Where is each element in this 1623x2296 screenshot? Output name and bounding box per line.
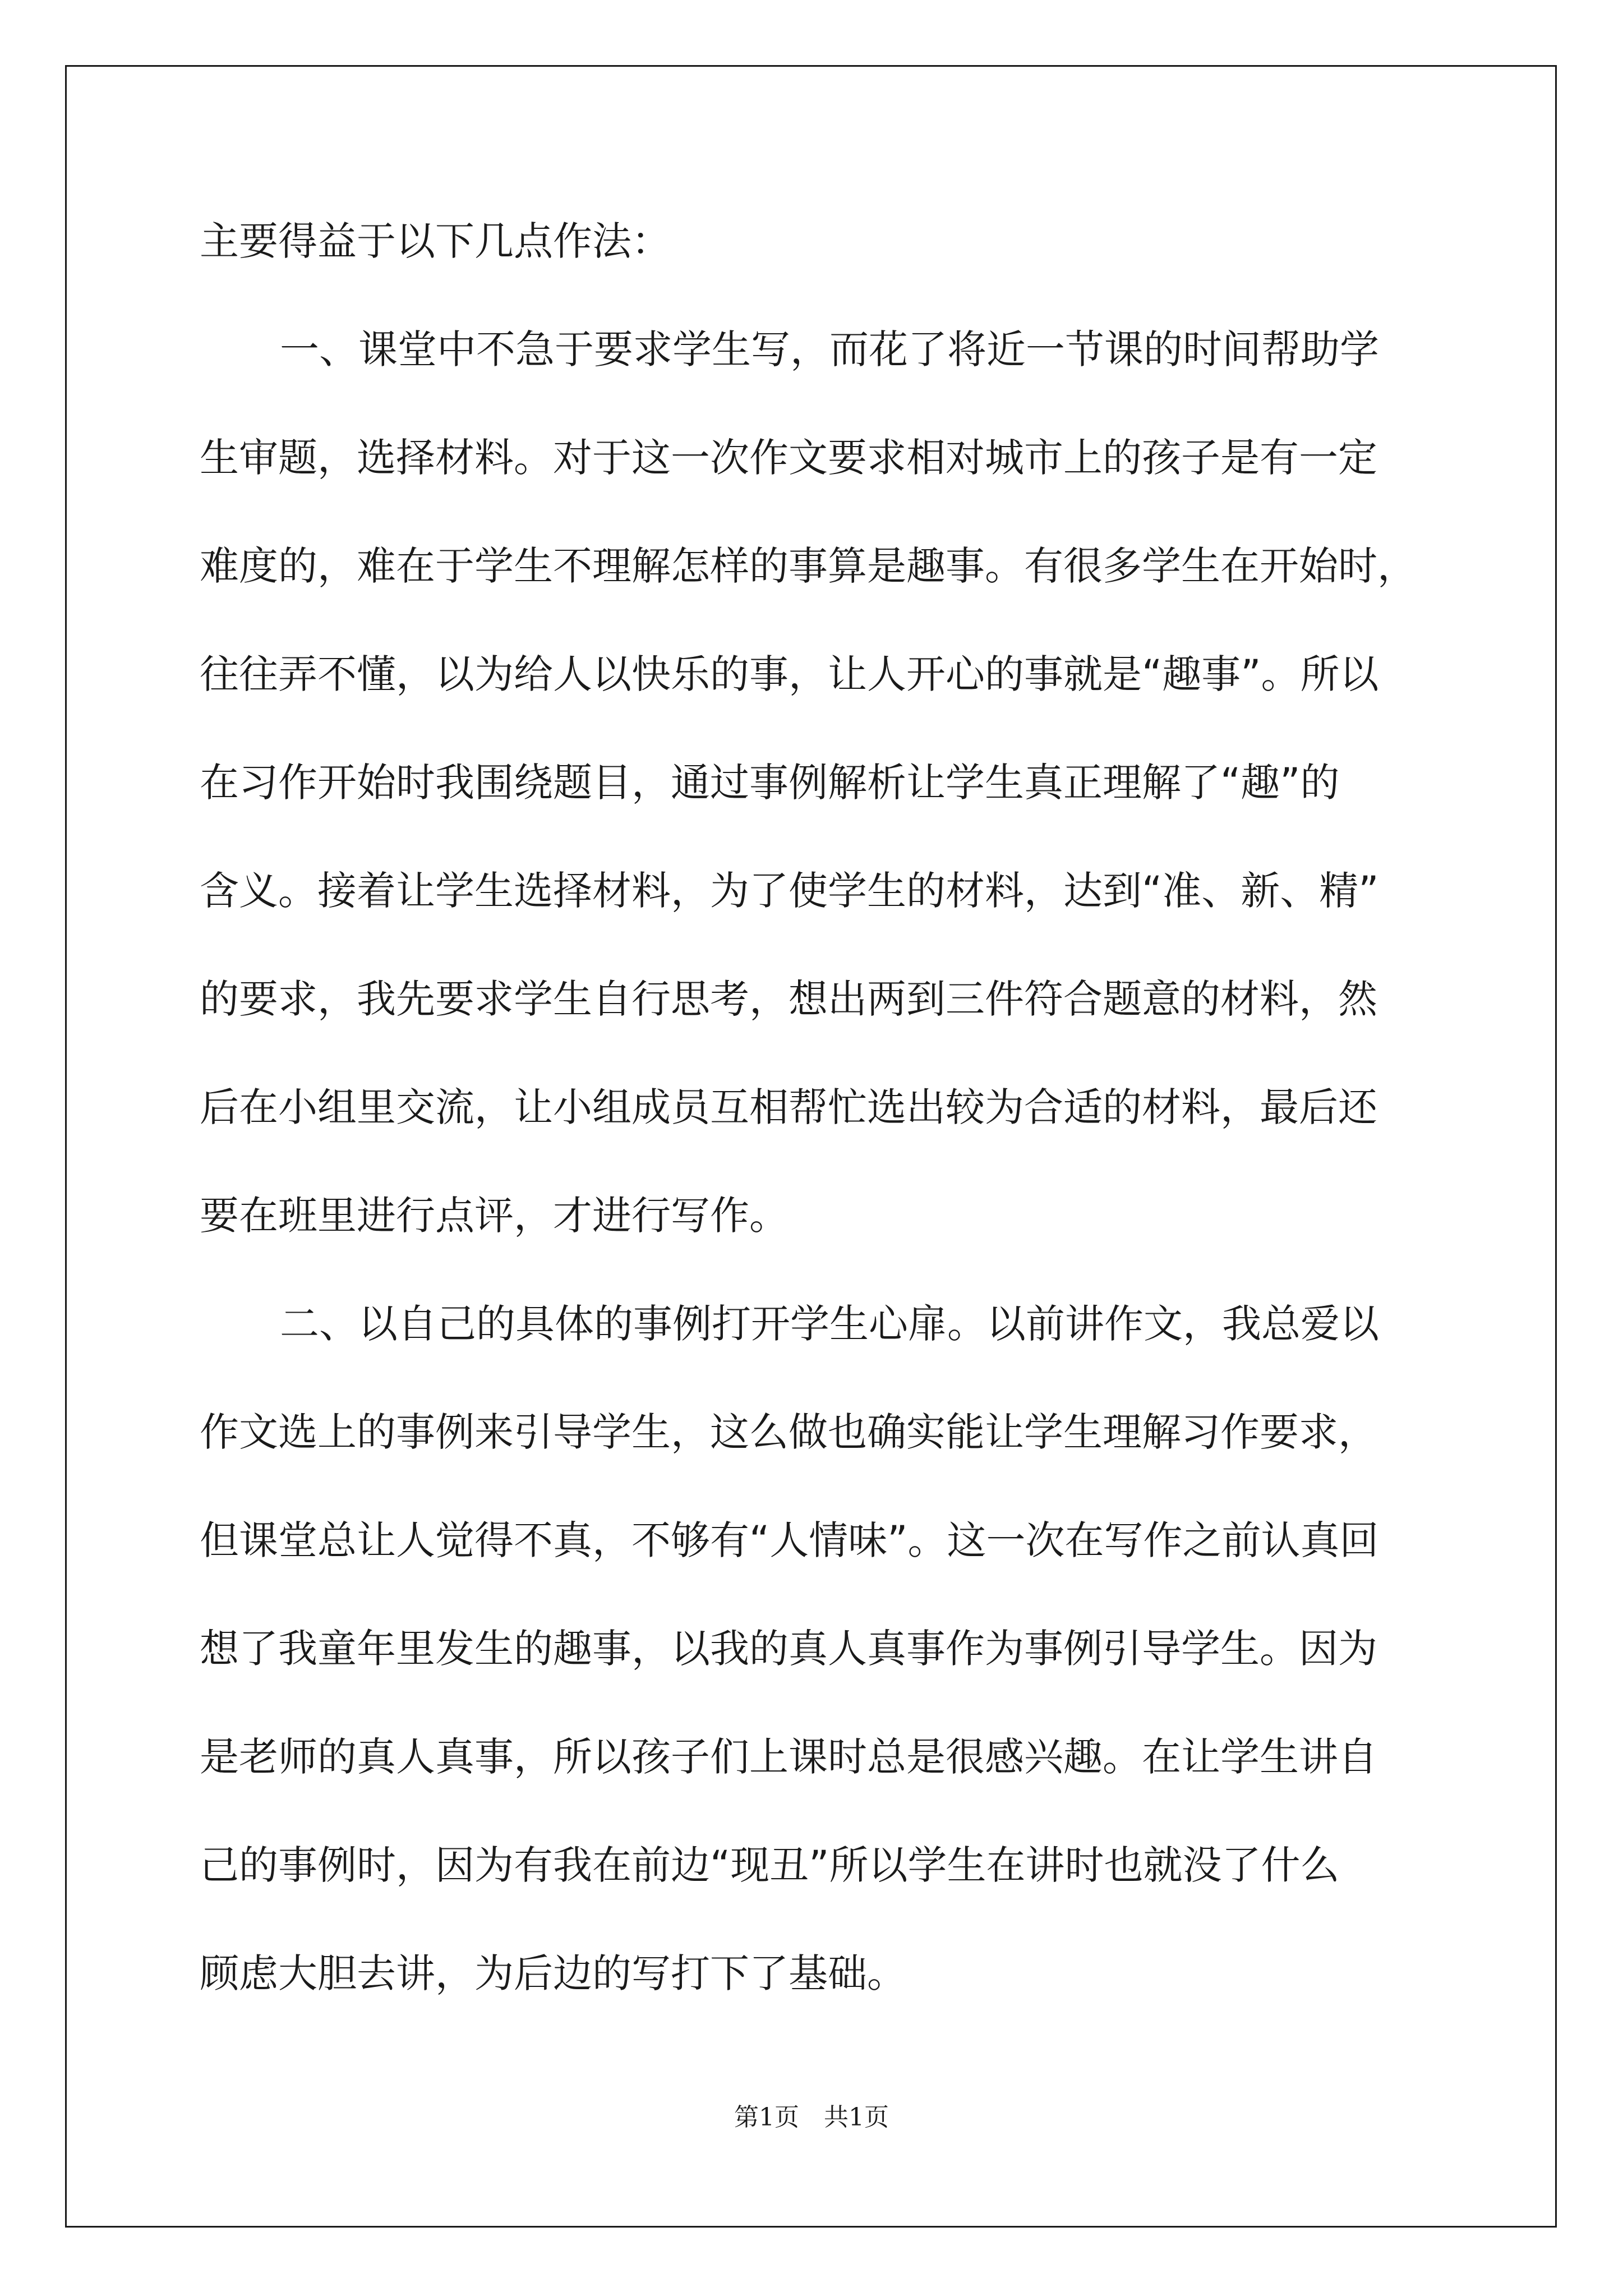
text-line: 主要得益于以下几点作法： — [200, 218, 671, 264]
text-line: 要在班里进行点评，才进行写作。 — [200, 1193, 789, 1239]
text-line: 往往弄不懂，以为给人以快乐的事，让人开心的事就是“趣事”。所以 — [200, 651, 1379, 697]
page-number: 第1页 — [734, 2103, 799, 2132]
text-line: 的要求，我先要求学生自行思考，想出两到三件符合题意的材料，然 — [200, 976, 1377, 1022]
document-body — [200, 208, 1433, 2048]
text-line: 作文选上的事例来引导学生，这么做也确实能让学生理解习作要求， — [200, 1409, 1377, 1455]
text-line: 想了我童年里发生的趣事，以我的真人真事作为事例引导学生。因为 — [200, 1626, 1377, 1672]
text-line: 顾虑大胆去讲，为后边的写打下了基础。 — [200, 1950, 906, 1996]
text-line: 生审题，选择材料。对于这一次作文要求相对城市上的孩子是有一定 — [200, 435, 1377, 481]
paragraph-1-first-line: 一、课堂中不急于要求学生写，而花了将近一节课的时间帮助学 — [280, 326, 1379, 372]
text-line: 在习作开始时我围绕题目，通过事例解析让学生真正理解了“趣”的 — [200, 760, 1340, 806]
text-line: 难度的，难在于学生不理解怎样的事算是趣事。有很多学生在开始时， — [200, 543, 1417, 589]
text-line: 是老师的真人真事，所以孩子们上课时总是很感兴趣。在让学生讲自 — [200, 1734, 1377, 1780]
text-line: 己的事例时，因为有我在前边“现丑”所以学生在讲时也就没了什么 — [200, 1842, 1340, 1888]
paragraph-2-first-line: 二、以自己的具体的事例打开学生心扉。以前讲作文，我总爱以 — [280, 1301, 1379, 1347]
page-footer — [0, 2097, 1623, 2133]
page-total: 共1页 — [824, 2103, 889, 2132]
text-line: 但课堂总让人觉得不真，不够有“人情味”。这一次在写作之前认真回 — [200, 1517, 1379, 1563]
text-line: 后在小组里交流，让小组成员互相帮忙选出较为合适的材料，最后还 — [200, 1084, 1377, 1130]
text-line: 含义。接着让学生选择材料，为了使学生的材料，达到“准、新、精” — [200, 868, 1379, 914]
